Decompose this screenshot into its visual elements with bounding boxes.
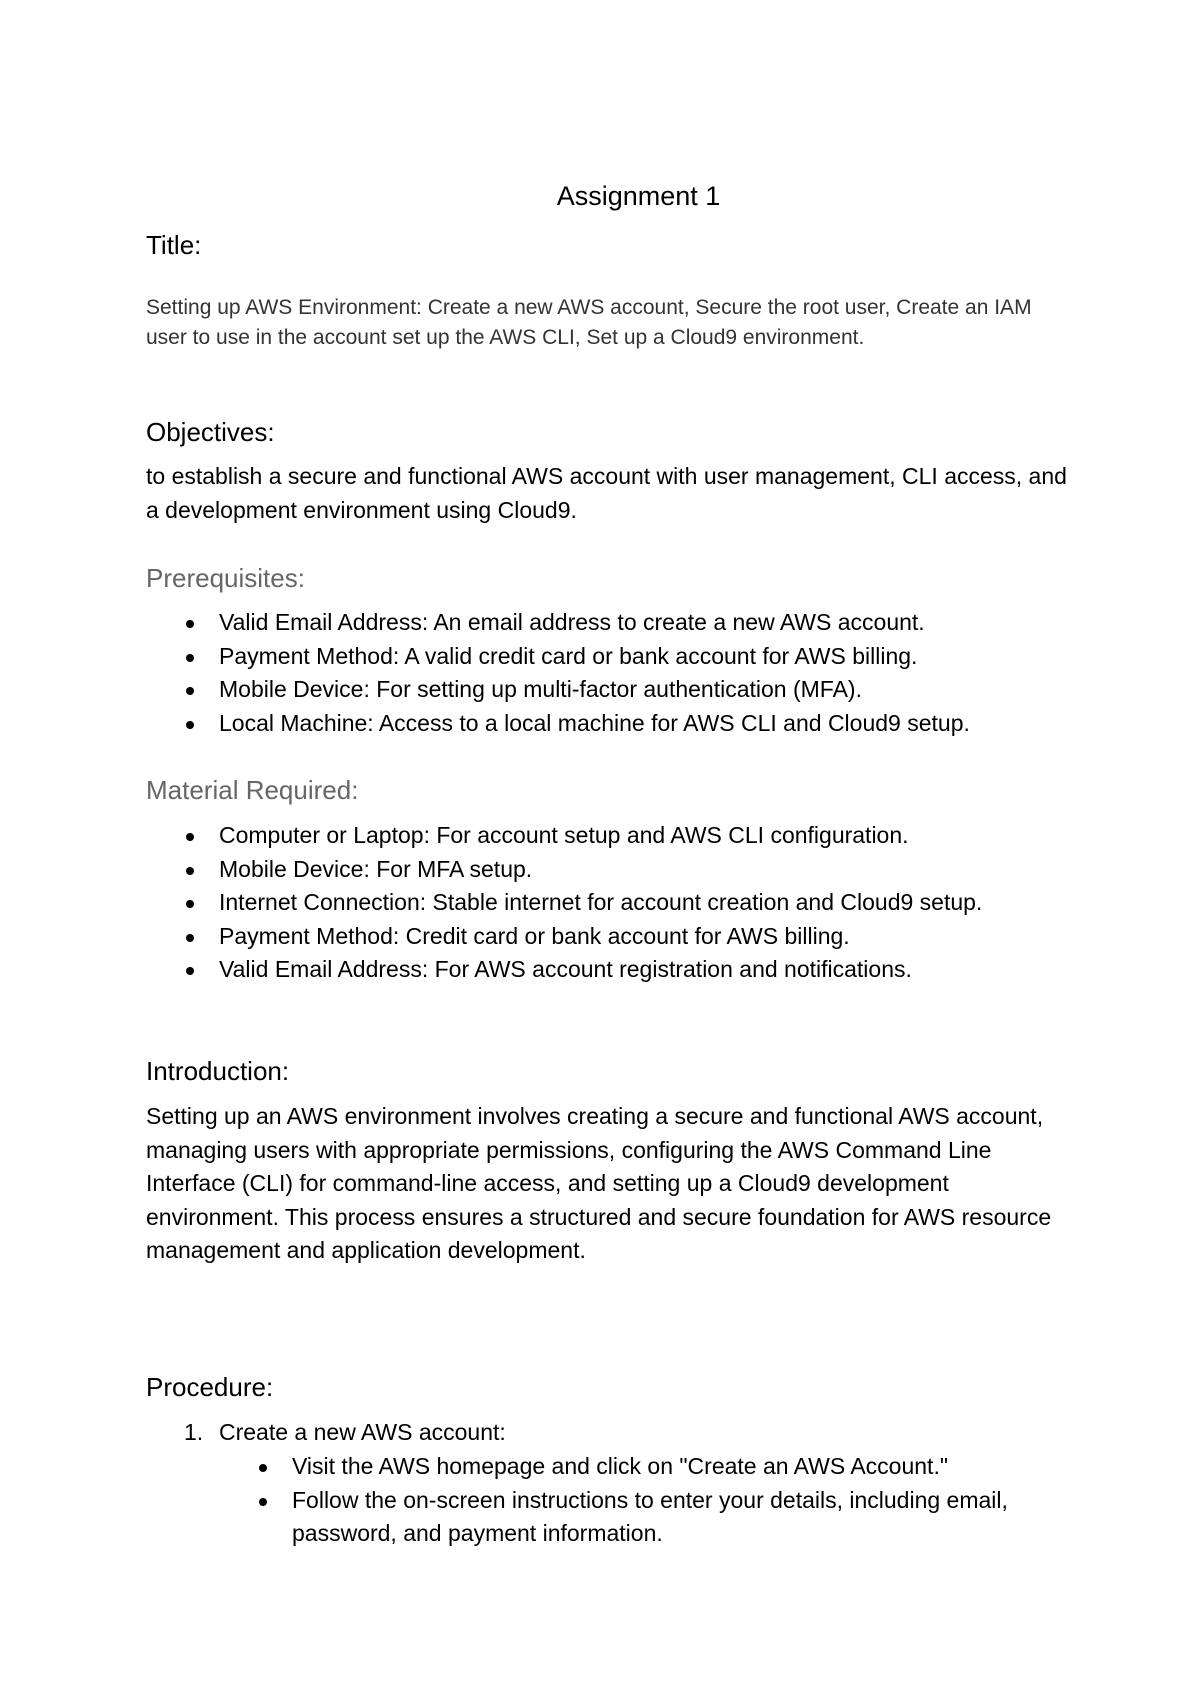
prerequisites-label: Prerequisites: (146, 563, 305, 593)
list-item: Follow the on-screen instructions to enter your details, including email, password, and payment information. (219, 1484, 1079, 1551)
prerequisites-list (146, 606, 1076, 740)
list-item: Payment Method: A valid credit card or bank account for AWS billing. (146, 640, 1076, 674)
procedure-label: Procedure: (146, 1372, 274, 1402)
document-heading: Assignment 1 (556, 181, 721, 211)
introduction-text: Setting up an AWS environment involves creating a secure and functional AWS account, managing users with appropriate permissions, configuring the AWS Command Line Interface (CLI) for command-line access, and setting up a Cloud9 development environment. This process ensures a structured and secure foundation for AWS resource management and application development. (146, 1103, 1052, 1263)
title-text: Setting up AWS Environment: Create a new AWS account, Secure the root user, Create an IAM user to use in the account set up the AWS CLI, Set up a Cloud9 environment. (146, 296, 1032, 349)
procedure-steps (146, 1416, 1076, 1450)
procedure-substeps (219, 1450, 1079, 1551)
title-label: Title: (146, 230, 202, 260)
list-item: Computer or Laptop: For account setup and AWS CLI configuration. (146, 819, 1076, 853)
material-required-label: Material Required: (146, 775, 359, 805)
list-item: Valid Email Address: An email address to create a new AWS account. (146, 606, 1076, 640)
material-required-list (146, 819, 1076, 987)
list-item: Valid Email Address: For AWS account registration and notifications. (146, 953, 1076, 987)
objectives-text: to establish a secure and functional AWS account with user management, CLI access, and a development environment using Cloud9. (146, 463, 1067, 523)
step-text: Create a new AWS account: (219, 1419, 506, 1445)
list-item: Mobile Device: For MFA setup. (146, 853, 1076, 887)
procedure-step (146, 1416, 1076, 1450)
list-item: Visit the AWS homepage and click on "Create an AWS Account." (219, 1450, 1079, 1484)
introduction-label: Introduction: (146, 1056, 290, 1086)
objectives-label: Objectives: (146, 417, 275, 447)
list-item: Payment Method: Credit card or bank account for AWS billing. (146, 920, 1076, 954)
list-item: Local Machine: Access to a local machine for AWS CLI and Cloud9 setup. (146, 707, 1076, 741)
list-item: Internet Connection: Stable internet for account creation and Cloud9 setup. (146, 886, 1076, 920)
list-item: Mobile Device: For setting up multi-factor authentication (MFA). (146, 673, 1076, 707)
step-number: 1. (184, 1419, 204, 1445)
